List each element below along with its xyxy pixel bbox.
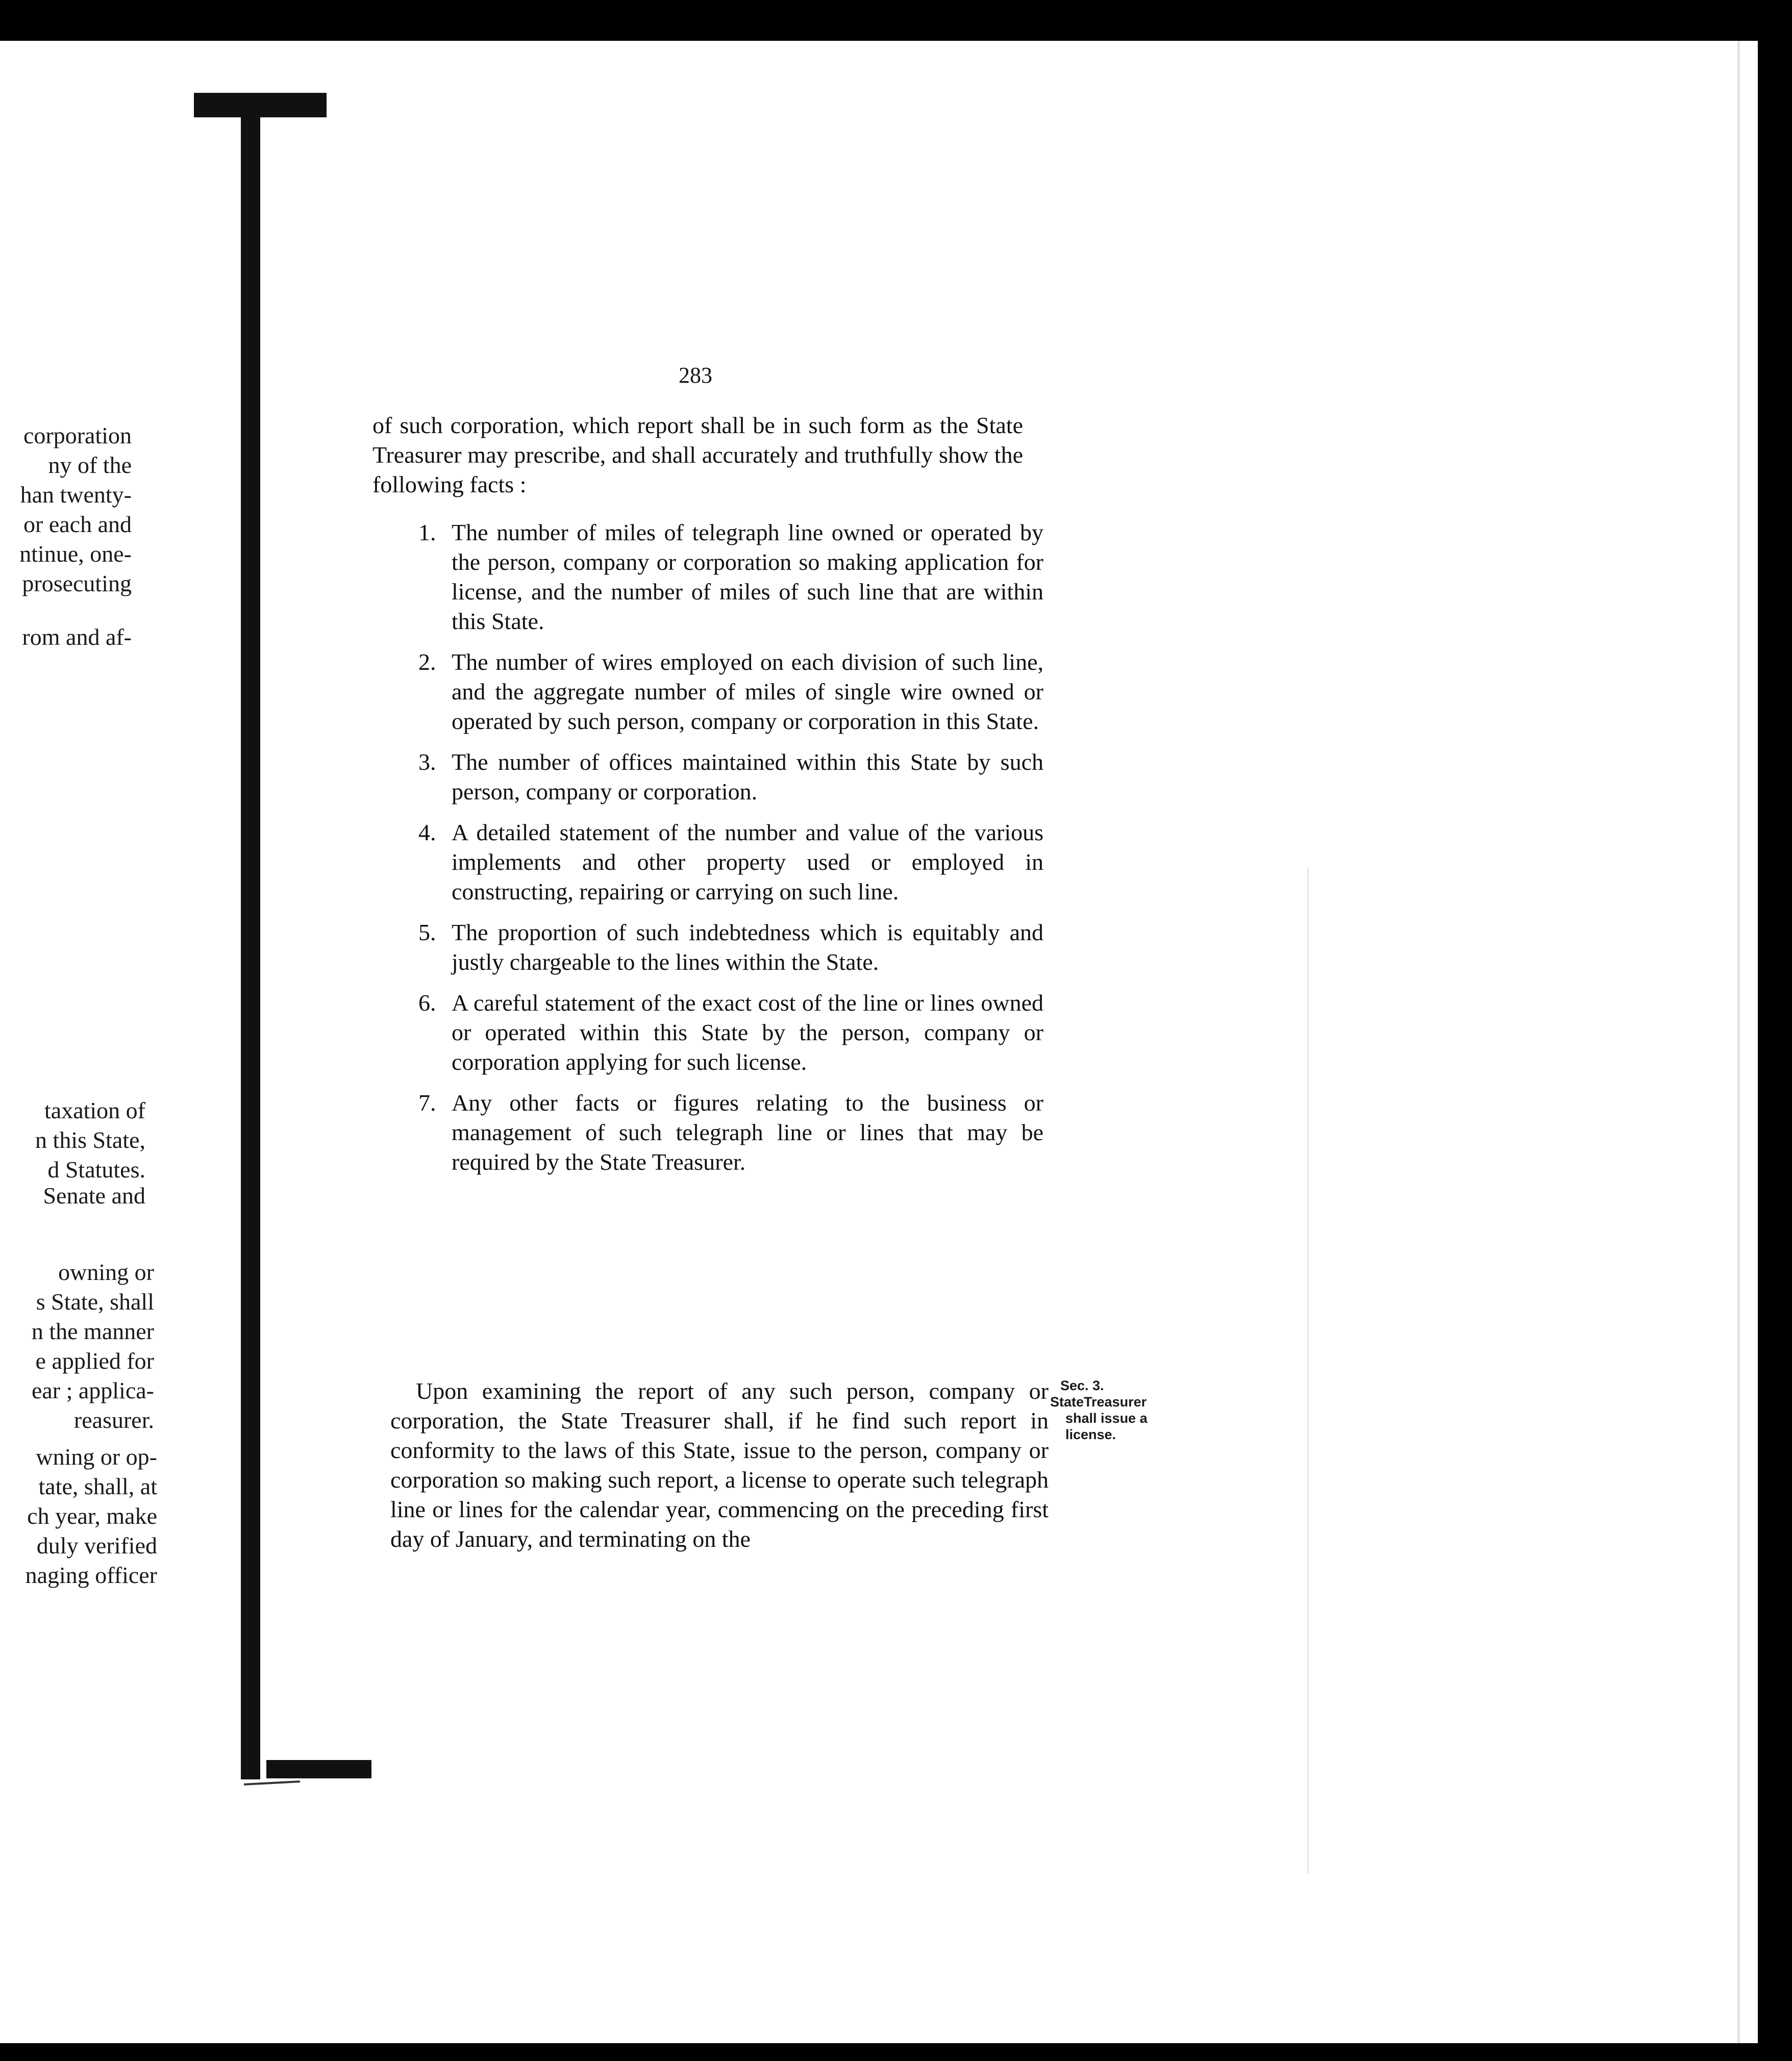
fragment-line: han twenty- bbox=[20, 482, 132, 508]
fragment-line: owning or bbox=[58, 1259, 154, 1285]
previous-page-fragment-e bbox=[0, 1258, 154, 1435]
fragment-line: corporation bbox=[23, 422, 132, 448]
list-item-number: 7. bbox=[418, 1090, 436, 1116]
list-item-number: 5. bbox=[418, 919, 436, 945]
fragment-line: wning or op- bbox=[36, 1444, 157, 1470]
previous-page-fragment-a bbox=[0, 421, 132, 598]
intro-paragraph-block bbox=[372, 411, 1023, 499]
previous-page-fragment-c bbox=[0, 1096, 145, 1185]
list-item-text: The proportion of such indebtedness which is equitably and justly chargeable to the lines within the State. bbox=[452, 919, 1043, 975]
fragment-line: naging officer bbox=[25, 1562, 157, 1588]
previous-page-fragment-f bbox=[0, 1442, 157, 1590]
facts-list bbox=[418, 518, 1043, 1188]
list-item bbox=[418, 918, 1043, 977]
list-item-text: The number of offices maintained within this State by such person, company or corporation. bbox=[452, 749, 1043, 805]
list-item-number: 1. bbox=[418, 519, 436, 545]
binding-clamp-top bbox=[194, 93, 327, 117]
fragment-line: e applied for bbox=[35, 1348, 154, 1374]
previous-page-fragment-d bbox=[0, 1181, 145, 1211]
fragment-line: reasurer. bbox=[73, 1407, 154, 1433]
fragment-line: taxation of bbox=[44, 1097, 145, 1123]
list-item-number: 3. bbox=[418, 749, 436, 775]
list-item bbox=[418, 1088, 1043, 1177]
fragment-line: s State, shall bbox=[36, 1289, 154, 1315]
list-item-number: 6. bbox=[418, 990, 436, 1016]
fragment-line: ch year, make bbox=[27, 1503, 157, 1529]
margin-note-section: Sec. 3. bbox=[1060, 1378, 1104, 1393]
binding-clamp-bottom bbox=[266, 1760, 371, 1778]
list-item bbox=[418, 747, 1043, 807]
fragment-line: rom and af- bbox=[22, 624, 132, 650]
list-item-text: A detailed statement of the number and value of the various implements and other property used or employed in constructing, repairing or carrying on such line. bbox=[452, 819, 1043, 904]
list-item-number: 4. bbox=[418, 819, 436, 845]
fragment-line: or each and bbox=[23, 511, 132, 537]
list-item-number: 2. bbox=[418, 649, 436, 675]
closing-paragraph-block bbox=[390, 1376, 1049, 1554]
previous-page-fragment-b bbox=[0, 622, 132, 652]
margin-note-line: StateTreasurer bbox=[1050, 1394, 1147, 1410]
fragment-line: ny of the bbox=[48, 452, 132, 478]
margin-note-line: license. bbox=[1065, 1427, 1116, 1442]
closing-paragraph: Upon examining the report of any such person, company or corporation, the State Treasurer shall, if he find such report in conformity to the laws of this State, issue to the person, company or corporation so making such report, a license to operate such telegraph line or lines for the calendar year, commencing on the preceding first day of January, and terminating on the bbox=[390, 1378, 1049, 1552]
list-item-text: A careful statement of the exact cost of the line or lines owned or operated within this State by the person, company or corporation applying for such license. bbox=[452, 990, 1043, 1075]
list-item bbox=[418, 518, 1043, 636]
fragment-line: prosecuting bbox=[22, 570, 132, 596]
fragment-line: duly verified bbox=[36, 1532, 157, 1559]
list-item-text: The number of miles of telegraph line owned or operated by the person, company or corporation so making application for license, and the number of miles of such line that are within this State. bbox=[452, 519, 1043, 634]
list-item bbox=[418, 818, 1043, 907]
section-margin-note bbox=[1050, 1377, 1167, 1443]
page-number: 283 bbox=[679, 363, 712, 388]
intro-paragraph: of such corporation, which report shall be in such form as the State Treasurer may prescribe, and shall accurately and truthfully show the following facts : bbox=[372, 412, 1023, 497]
fragment-line: ntinue, one- bbox=[19, 541, 132, 567]
page-edge bbox=[1737, 41, 1758, 2043]
list-item bbox=[418, 647, 1043, 736]
page-fold-line bbox=[1307, 867, 1309, 1873]
list-item bbox=[418, 988, 1043, 1077]
fragment-line: tate, shall, at bbox=[38, 1473, 157, 1499]
fragment-line: ear ; applica- bbox=[31, 1377, 154, 1403]
fragment-line: n this State, bbox=[35, 1127, 145, 1153]
margin-note-line: shall issue a bbox=[1065, 1411, 1148, 1426]
list-item-text: The number of wires employed on each division of such line, and the aggregate number of miles of single wire owned or operated by such person, company or corporation in this State. bbox=[452, 649, 1043, 734]
fragment-line: n the manner bbox=[31, 1318, 154, 1344]
list-item-text: Any other facts or figures relating to the business or management of such telegraph line or lines that may be required by the State Treasurer. bbox=[452, 1090, 1043, 1175]
fragment-line: d Statutes. bbox=[47, 1157, 145, 1183]
binding-clamp-bar bbox=[241, 117, 260, 1779]
fragment-line: Senate and bbox=[43, 1183, 145, 1209]
